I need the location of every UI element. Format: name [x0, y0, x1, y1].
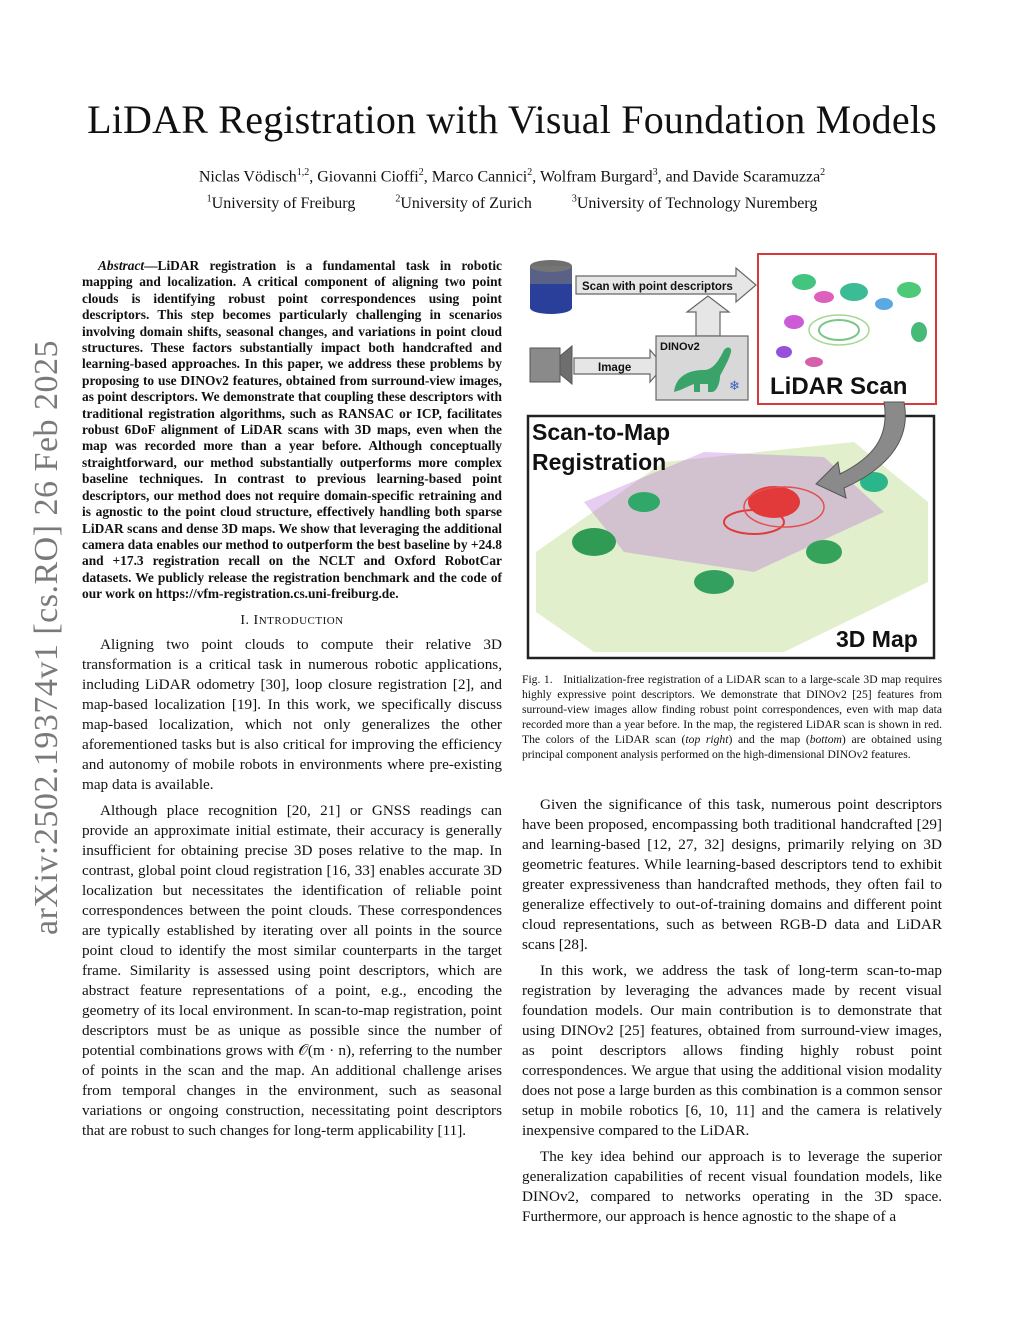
image-arrow-label: Image — [598, 362, 632, 374]
intro-paragraph-5: The key idea behind our approach is to leverage the superior generalization capabilities of recent visual foundation models, like DINOv2, compared to networks operating in the 3D space. Furthermore, our approach is hence agnostic to the shape of a — [522, 1148, 942, 1225]
caption-prefix: Fig. 1. — [522, 673, 553, 686]
intro-paragraph-3: Given the significance of this task, numerous point descriptors have been proposed, encompassing both traditional handcrafted [29] and learning-based [12, 27, 32] designs, primarily relying on 3D geometric features. While learning-based descriptors tend to exhibit greater expressiveness than handcrafted methods, they often fail to generalize effectively to out-of-training domains and different point cloud representations, such as between RGB-D data and LiDAR scans [28]. — [522, 796, 942, 953]
scan-arrow-label: Scan with point descriptors — [582, 281, 733, 293]
arxiv-stamp: arXiv:2502.19374v1 [cs.RO] 26 Feb 2025 — [28, 339, 65, 935]
section-heading-introduction: I. INTRODUCTION — [240, 612, 344, 628]
author-1: Niclas Vödisch — [198, 168, 297, 186]
map-label: 3D Map — [836, 626, 918, 652]
camera-icon — [530, 346, 572, 384]
affiliation-1: $^1$University of Freiburg — [206, 194, 356, 213]
figure-1-diagram — [524, 252, 944, 662]
author-4: , Wolfram Burgard — [532, 168, 653, 186]
paper-title: LiDAR Registration with Visual Foundation Models — [87, 97, 937, 142]
author-2-affil: 2 — [418, 167, 424, 178]
intro-paragraph-2: Although place recognition [20, 21] or GNSS readings can provide an approximate initial estimate, their accuracy is generally insufficient for obtaining precise 3D poses relative to the map. In contrast, global point cloud registration [16, 33] enables accurate 3D localization but necessitates the identification of reliable point correspondences between the point clouds. These correspondences are typically established by iterating over all points in the source point cloud to identify the most similar counterparts in the target frame. Similarity is assessed using point descriptors, which are abstract feature representations of a point, e.g., encoding the geometry of its local environment. In scan-to-map registration, point descriptors must be as unique as possible since the number of potential combinations grows with 𝒪(m · n), referring to the number of points in the scan and the map. An additional challenge arises from temporal changes in the environment, such as seasonal variations or ongoing construction, necessitating point descriptors that are robust to such changes for long-term applicability [11]. — [82, 801, 502, 1139]
author-2: , Giovanni Cioffi — [309, 168, 419, 186]
abstract — [82, 258, 502, 603]
author-list — [0, 167, 1024, 186]
lidar-scan-label: LiDAR Scan — [770, 373, 908, 400]
left-column — [82, 258, 502, 1141]
author-5: , and Davide Scaramuzza — [657, 168, 821, 186]
author-5-affil: 2 — [820, 167, 826, 178]
figure-1 — [524, 252, 944, 662]
author-3-affil: 2 — [527, 167, 533, 178]
affiliation-3: $^3$University of Technology Nuremberg — [571, 194, 818, 213]
database-icon — [530, 260, 572, 314]
abstract-lead: Abstract — [98, 258, 145, 273]
author-3: , Marco Cannici — [423, 168, 528, 186]
figure-caption: Fig. 1. Initialization-free registration of a LiDAR scan to a large-scale 3D map requires highly expressive point descriptors. We demonstrate that DINOv2 [25] features from surround-view images allow finding robust point correspondences, even with map data recorded more than a year before. In the map, the registered LiDAR scan is shown in red. The colors of the LiDAR scan (top right) and the map (bottom) are obtained using principal component analysis performed on the high-dimensional DINOv2 features. — [522, 673, 942, 761]
abstract-text: —LiDAR registration is a fundamental task in robotic mapping and localization. A critical component of aligning two point clouds is identifying robust point correspondences using point descriptors. This step becomes particularly challenging in scenarios involving domain shifts, seasonal changes, and variations in point cloud structures. These factors substantially impact both handcrafted and learning-based approaches. In this paper, we address these problems by proposing to use DINOv2 features, obtained from surround-view images, as point descriptors. We demonstrate that coupling these descriptors with traditional registration algorithms, such as RANSAC or ICP, facilitates robust 6DoF alignment of LiDAR scans with 3D maps, even when the map was recorded more than a year before. Although conceptually straightforward, our method substantially outperforms more complex baseline techniques. In contrast to previous learning-based point descriptors, our method does not require domain-specific retraining and is agnostic to the point cloud structure, effectively handling both sparse LiDAR scans and dense 3D maps. We show that leveraging the additional camera data enables our method to outperform the best baseline by +24.8 and +17.3 registration recall on the NCLT and Oxford RobotCar datasets. We publicly release the registration benchmark and the code of our work on https://vfm-registration.cs.uni-freiburg.de. — [82, 258, 502, 602]
affiliation-2: $^2$University of Zurich — [395, 194, 532, 213]
registration-label-line1: Scan-to-Map — [532, 419, 670, 445]
registration-label-line2: Registration — [532, 449, 667, 475]
intro-paragraph-4: In this work, we address the task of long-term scan-to-map registration by leveraging the advances made by recent visual foundation models. Our main contribution is to demonstrate that using DINOv2 [25] features, obtained from surround-view images, as point descriptors allows finding highly robust point correspondences. We argue that using the additional vision modality does not pose a large burden as this combination is a common sensor setup in mobile robotics [6, 10, 11] and the camera is relatively inexpensive compared to the LiDAR. — [522, 962, 942, 1139]
dinov2-label: DINOv2 — [660, 341, 700, 353]
author-1-affil: 1,2 — [296, 167, 310, 178]
up-arrow — [687, 296, 729, 336]
author-4-affil: 3 — [652, 167, 658, 178]
right-column — [522, 795, 942, 1227]
snowflake-icon: ❄ — [729, 378, 740, 393]
affiliation-list — [0, 194, 1024, 213]
intro-paragraph-1: Aligning two point clouds to compute their relative 3D transformation is a critical task in numerous robotic applications, including LiDAR odometry [30], loop closure registration [2], and map-based localization [19]. In this work, we specifically discuss map-based localization, which not only generalizes the other aforementioned tasks but is also critical for improving the efficiency and autonomy of mobile robots in environments where pre-existing map data is available. — [82, 635, 502, 793]
